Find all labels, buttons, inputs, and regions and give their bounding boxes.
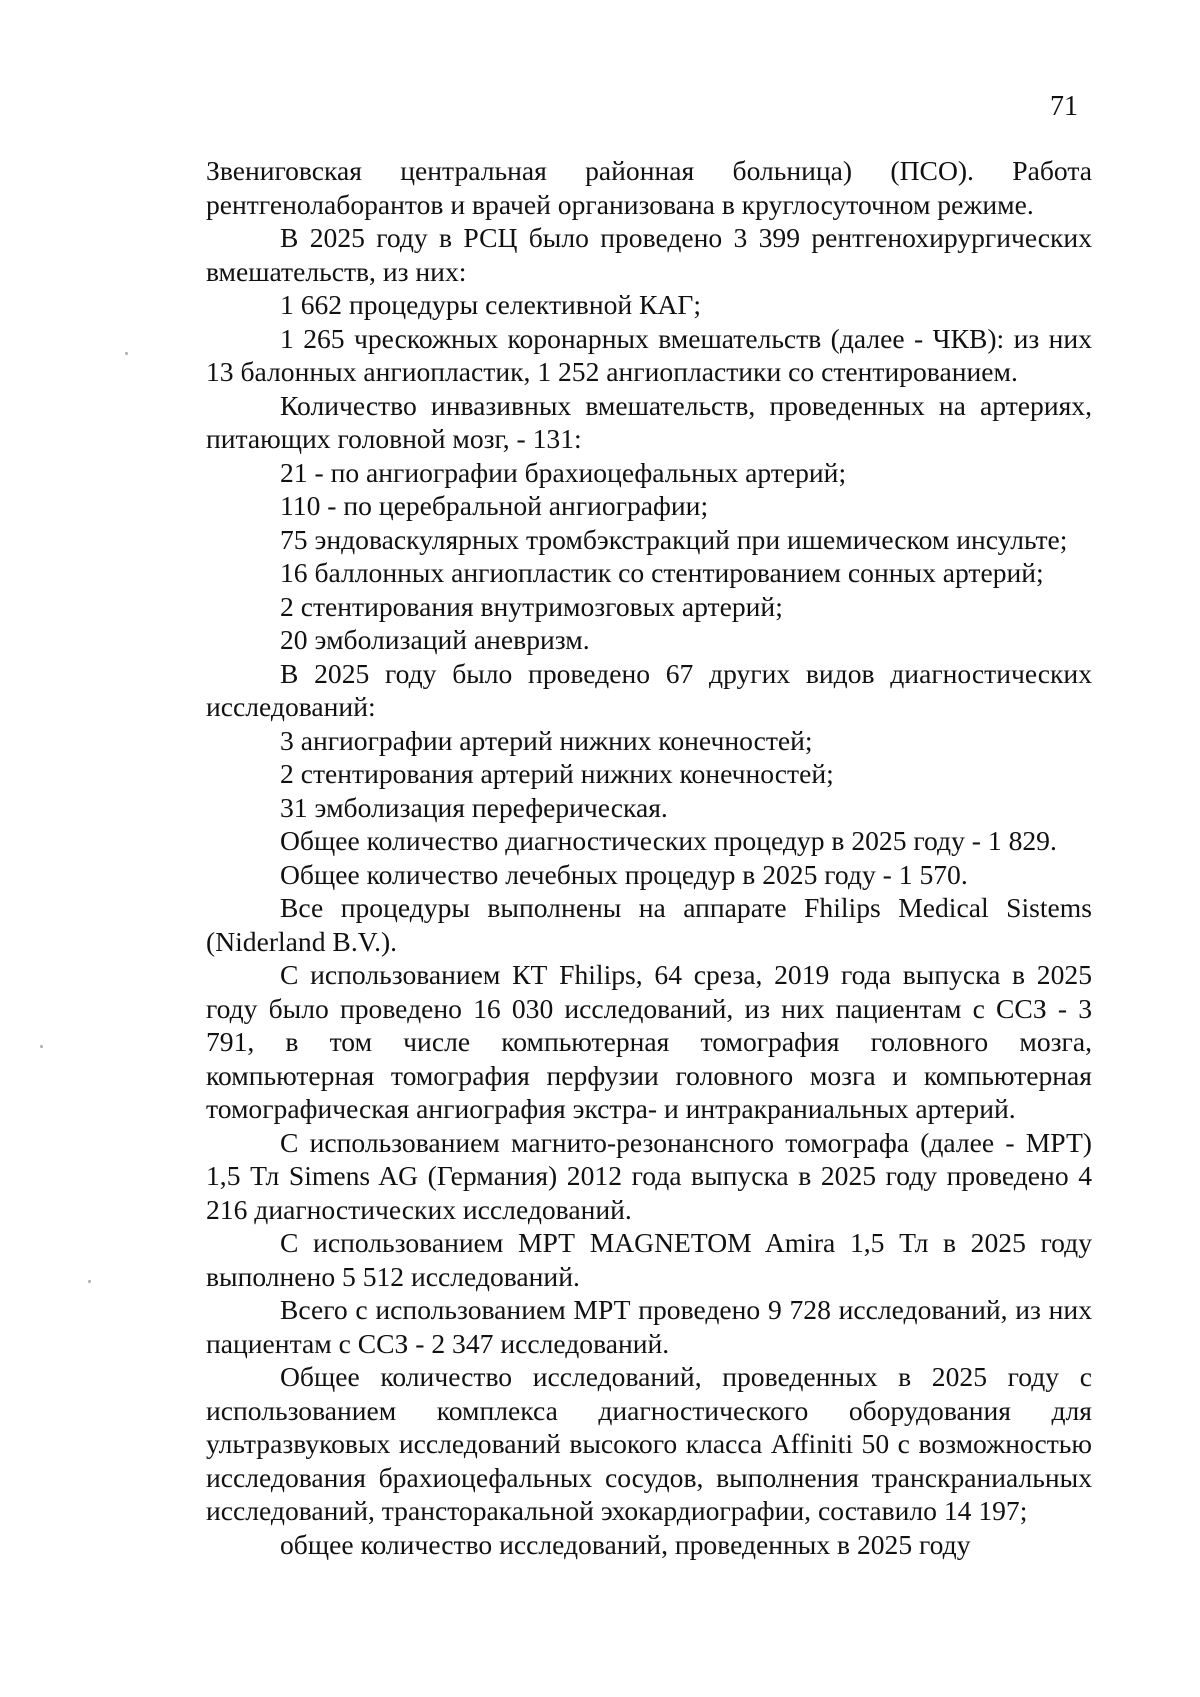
page-number: 71	[1050, 91, 1078, 122]
paragraph-total-studies-cut: общее количество исследований, проведенных в 2025 году	[280, 1528, 971, 1560]
paragraph-brachiocephalic-angiography: 21 - по ангиографии брахиоцефальных артерий;	[280, 456, 847, 488]
paragraph-other-diagnostics: В 2025 году было проведено 67 других видов диагностических исследований:	[206, 657, 1092, 722]
paragraph-mri-magnetom: С использованием МРТ MAGNETOM Amira 1,5 Тл в 2025 году выполнено 5 512 исследований.	[206, 1227, 1092, 1292]
paragraph-peripheral-embolization: 31 эмболизация переферическая.	[280, 791, 668, 823]
paragraph-cerebral-angiography: 110 - по церебральной ангиографии;	[280, 490, 709, 521]
paragraph-selective-kag: 1 662 процедуры селективной КАГ;	[280, 289, 701, 320]
paragraph-lower-limb-angiography: 3 ангиографии артерий нижних конечностей;	[280, 724, 813, 756]
paragraph-treatment-total: Общее количество лечебных процедур в 2025 году - 1 570.	[280, 858, 968, 890]
scan-speck	[125, 352, 128, 355]
paragraph-pci: 1 265 чрескожных коронарных вмешательств (далее - ЧКВ): из них 13 балонных ангиопластик, 1 252 ангиопластики со стентированием.	[206, 322, 1092, 387]
paragraph-carotid-stenting: 16 баллонных ангиопластик со стентированием сонных артерий;	[280, 557, 1044, 588]
paragraph-mri-total: Всего с использованием МРТ проведено 9 728 исследований, из них пациентам с ССЗ - 2 347 исследований.	[206, 1294, 1092, 1359]
paragraph-brain-arteries-total: Количество инвазивных вмешательств, проведенных на артериях, питающих головной мозг, - 131:	[206, 389, 1092, 454]
paragraph-thrombectomy: 75 эндоваскулярных тромбэкстракций при ишемическом инсульте;	[280, 523, 1068, 555]
paragraph-ultrasound: Общее количество исследований, проведенных в 2025 году с использованием комплекса диагностического оборудования для ультразвуковых исследований высокого класса Affiniti 50 с возможностью исследования брахиоцефальных сосудов, выполнения транскраниальных исследований, трансторакальной эхокардиографии, составило 14 197;	[206, 1361, 1092, 1526]
paragraph-intracerebral-stenting: 2 стентирования внутримозговых артерий;	[280, 590, 783, 622]
paragraph-equipment: Все процедуры выполнены на аппарате Fhilips Medical Sistems (Niderland B.V.).	[206, 892, 1092, 957]
scan-speck	[88, 1280, 91, 1283]
paragraph-mri-simens: С использованием магнито-резонансного томографа (далее - МРТ) 1,5 Тл Simens AG (Германия) 2012 года выпуска в 2025 году проведено 4 216 диагностических исследований.	[206, 1126, 1092, 1225]
paragraph-xray-surgery-total: В 2025 году в РСЦ было проведено 3 399 рентгенохирургических вмешательств, из них:	[206, 222, 1092, 287]
document-body	[206, 154, 1092, 1561]
paragraph-diagnostic-total: Общее количество диагностических процедур в 2025 году - 1 829.	[280, 825, 1057, 856]
paragraph-aneurysm-embolization: 20 эмболизаций аневризм.	[280, 624, 590, 655]
paragraph-lower-limb-stenting: 2 стентирования артерий нижних конечностей;	[280, 758, 834, 789]
paragraph-hospital-continuation: Звениговская центральная районная больница) (ПСО). Работа рентгенолаборантов и врачей организована в круглосуточном режиме.	[206, 155, 1092, 220]
paragraph-ct-studies: С использованием КТ Fhilips, 64 среза, 2019 года выпуска в 2025 году было проведено 16 030 исследований, из них пациентам с ССЗ - 3 791, в том числе компьютерная томография головного мозга, компьютерная томография перфузии головного мозга и компьютерная томографическая ангиография экстра- и интракраниальных артерий.	[206, 959, 1092, 1124]
scan-speck	[40, 1045, 43, 1048]
